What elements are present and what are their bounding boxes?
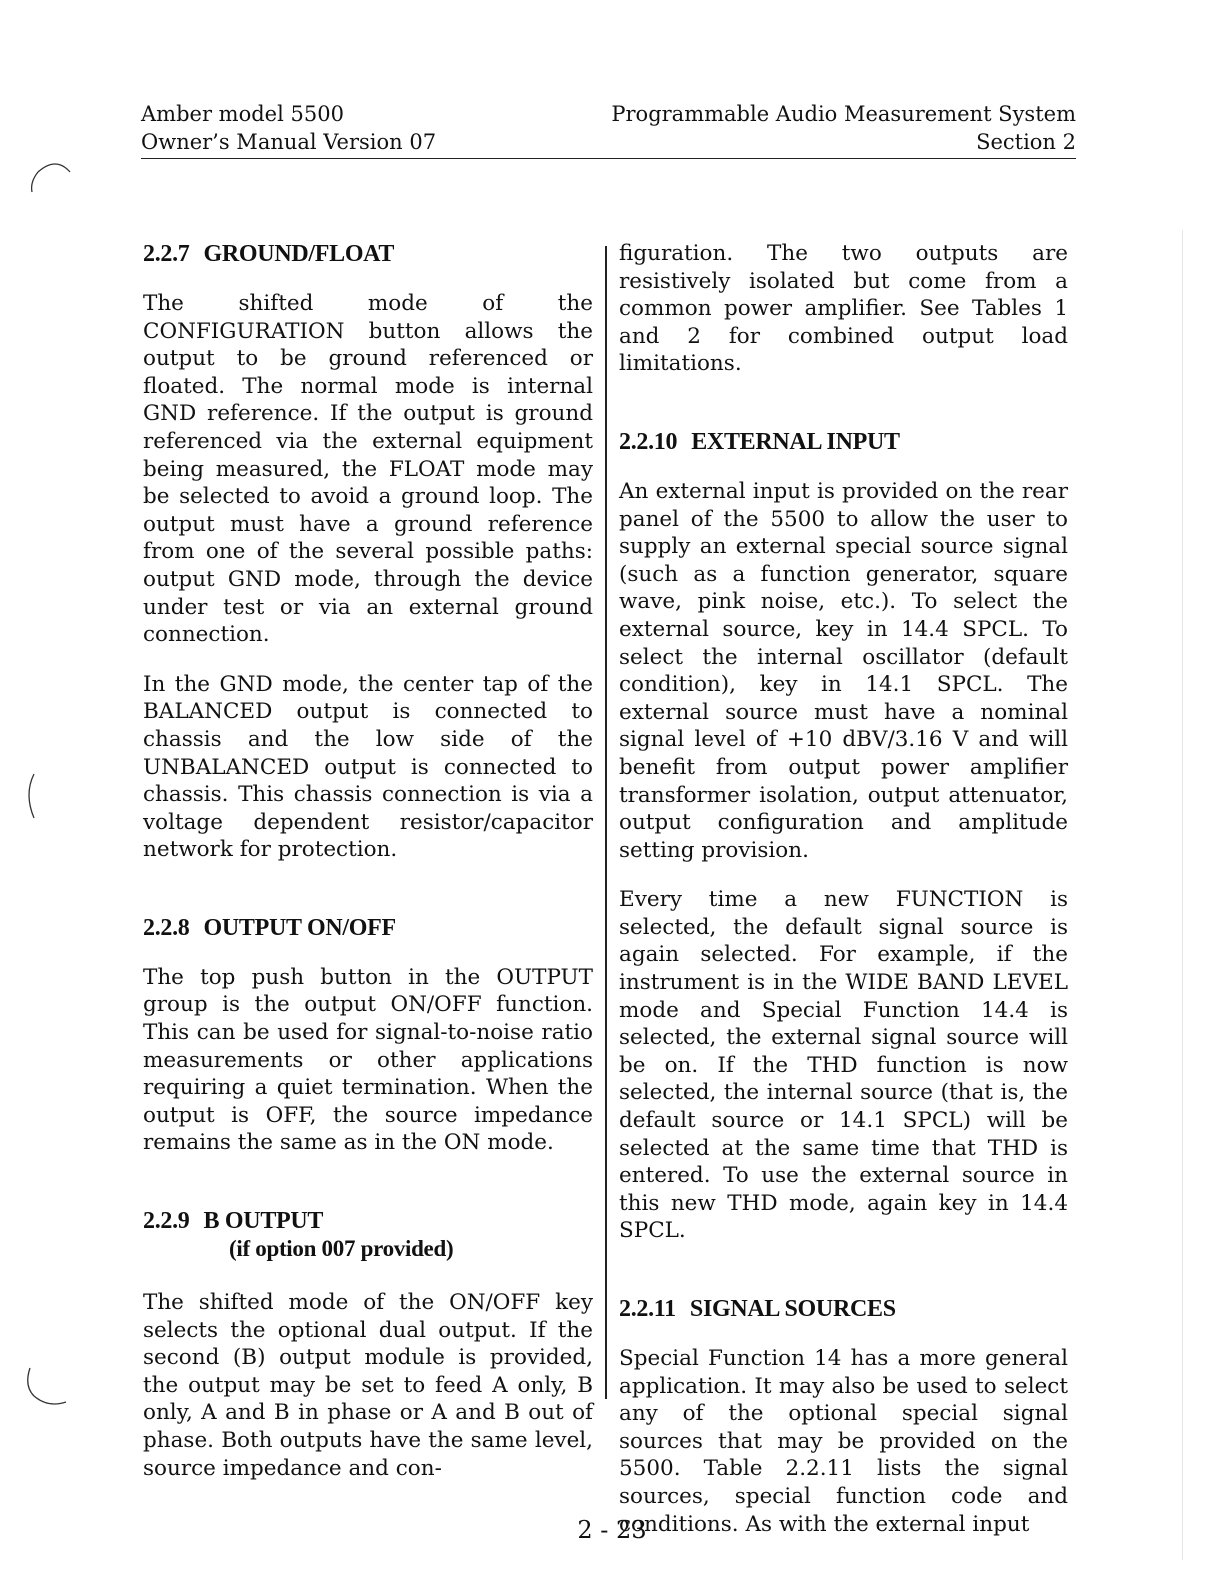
- header-left: [141, 100, 436, 156]
- section-number: 2.2.8: [143, 914, 190, 941]
- paragraph: Special Function 14 has a more general application. It may also be used to select any of the optional special signal sources that may be provided on the 5500. Table 2.2.11 lists the signal sources, special function code and conditions. As with the external input: [619, 1346, 1068, 1537]
- section-title: OUTPUT ON/OFF: [203, 914, 396, 941]
- section-title: EXTERNAL INPUT: [691, 428, 900, 455]
- left-column: [143, 240, 593, 1482]
- scan-edge-line: [1182, 230, 1183, 1560]
- right-column: [619, 240, 1068, 1538]
- section-number: 2.2.11: [619, 1296, 676, 1322]
- header-manual-version: Owner’s Manual Version 07: [141, 130, 437, 154]
- section-number: 2.2.10: [619, 428, 678, 455]
- paragraph: An external input is provided on the rear panel of the 5500 to allow the user to supply an external special source signal (such as a function generator, square wave, pink noise, etc.). To select the external source, key in 14.4 SPCL. To select the internal oscillator (default condition), key in 14.1 SPCL. The external source must have a nominal signal level of +10 dBV/3.16 V and will benefit from output power amplifier transformer isolation, output attenuator, output configuration and amplitude setting provision.: [619, 478, 1068, 863]
- page-header: [141, 100, 1076, 159]
- section-title: SIGNAL SOURCES: [689, 1296, 896, 1322]
- paragraph-continued: figuration. The two outputs are resistively isolated but come from a common power amplifier. See Tables 1 and 2 for combined output load limitations.: [619, 241, 1068, 377]
- section-title: B OUTPUT: [203, 1208, 324, 1235]
- column-divider: [605, 246, 607, 1399]
- header-section: Section 2: [976, 130, 1076, 154]
- section-heading-2-2-7: [143, 240, 593, 268]
- section-heading-2-2-9: [143, 1207, 593, 1263]
- paragraph: The top push button in the OUTPUT group is the output ON/OFF function. This can be used for signal-to-noise ratio measurements or other applications requiring a quiet termination. When the output is OFF, the source impedance remains the same as in the ON mode.: [143, 964, 593, 1156]
- section-number: 2.2.7: [143, 241, 190, 267]
- binder-hole-mark-middle: [20, 772, 50, 822]
- section-heading-2-2-8: [143, 914, 593, 942]
- section-heading-2-2-10: [619, 428, 1068, 456]
- header-model: Amber model 5500: [141, 102, 344, 126]
- binder-hole-mark-top: [26, 158, 76, 208]
- section-heading-2-2-11: [619, 1295, 1068, 1323]
- header-product-title: Programmable Audio Measurement System: [611, 102, 1076, 126]
- paragraph: The shifted mode of the ON/OFF key selects the optional dual output. If the second (B) output module is provided, the output may be set to feed A only, B only, A and B in phase or A and B out of phase. Both outputs have the same level, source impedance and con-: [143, 1290, 593, 1481]
- paragraph: Every time a new FUNCTION is selected, the default signal source is again selected. For example, if the instrument is in the WIDE BAND LEVEL mode and Special Function 14.4 is selected, the external signal source will be on. If the THD function is now selected, the internal source (that is, the default source or 14.1 SPCL) will be selected at the same time that THD is entered. To use the external source in this new THD mode, again key in 14.4 SPCL.: [619, 887, 1068, 1244]
- section-number: 2.2.9: [143, 1208, 190, 1235]
- page-number: 2 - 23: [577, 1516, 647, 1544]
- paragraph: In the GND mode, the center tap of the BALANCED output is connected to chassis and the low side of the UNBALANCED output is connected to chassis. This chassis connection is via a voltage dependent resistor/capacitor network for protection.: [143, 671, 593, 863]
- binder-hole-mark-bottom: [22, 1366, 72, 1416]
- section-subtitle: (if option 007 provided): [229, 1236, 454, 1262]
- section-title: GROUND/FLOAT: [203, 241, 395, 267]
- header-right: [611, 100, 1076, 156]
- paragraph: The shifted mode of the CONFIGURATION button allows the output to be ground referenced or floated. The normal mode is internal GND reference. If the output is ground referenced via the external equipment being measured, the FLOAT mode may be selected to avoid a ground loop. The output must have a ground reference from one of the several possible paths: output GND mode, through the device under test or via an external ground connection.: [143, 291, 593, 648]
